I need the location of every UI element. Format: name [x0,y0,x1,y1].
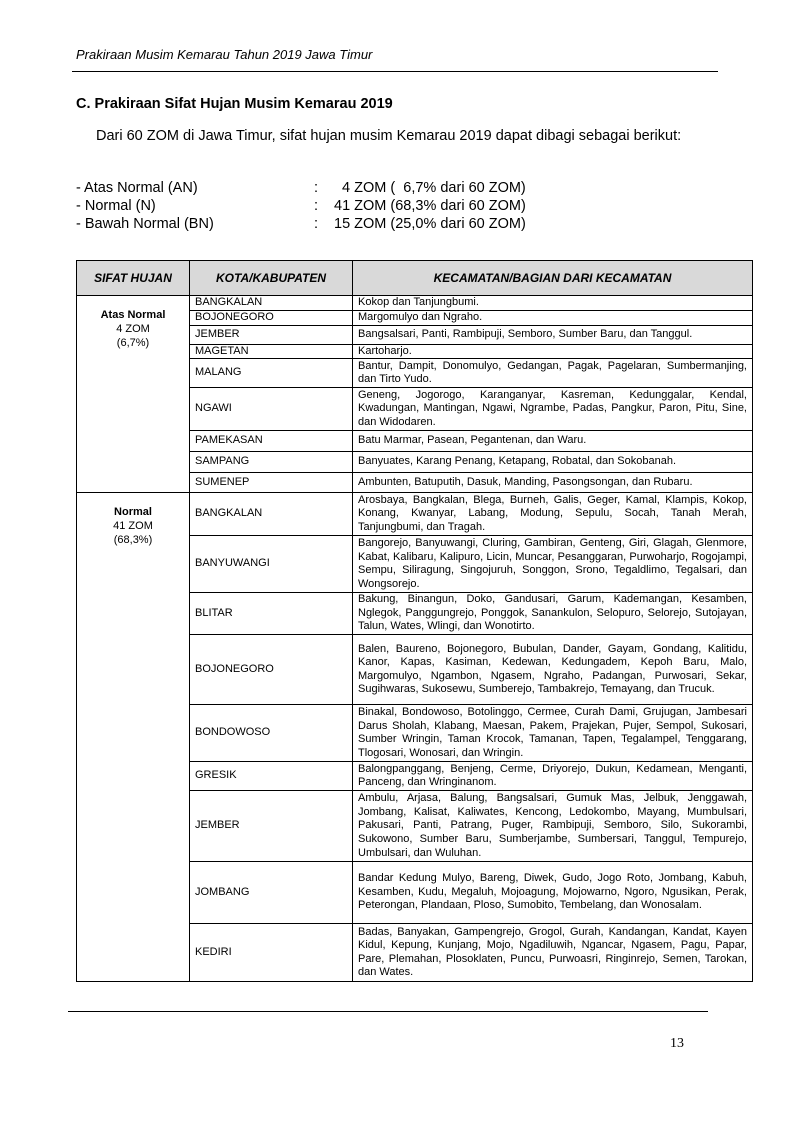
kecamatan-cell: Balen, Baureno, Bojonegoro, Bubulan, Dander, Gayam, Gondang, Kalitidu, Kanor, Kapas, Kasiman, Kedewan, Kedungadem, Kepoh Baru, Malo, Margomulyo, Ngambon, Ngasem, Ngraho, Padangan, Purwosari, Sekar, Sugihwaras, Sukosewu, Sumberejo, Tambakrejo, Temayang, dan Trucuk. [353,635,753,705]
kota-cell: GRESIK [190,762,353,791]
kecamatan-cell: Ambulu, Arjasa, Balung, Bangsalsari, Gumuk Mas, Jelbuk, Jenggawah, Jombang, Kalisat, Kaliwates, Kencong, Ledokombo, Mayang, Mumbulsari, Pakusari, Panti, Patrang, Puger, Rambipuji, Semboro, Silo, Sukorambi, Sukowono, Sumber Baru, Sumberjambe, Sumbersari, Tanggul, Tempurejo, Umbulsari, dan Wuluhan. [353,791,753,862]
kota-cell: PAMEKASAN [190,431,353,452]
kota-cell: BOJONEGORO [190,310,353,325]
summary-value: 4 ZOM ( 6,7% dari 60 ZOM) [334,180,526,196]
kecamatan-cell: Binakal, Bondowoso, Botolinggo, Cermee, Curah Dami, Grujugan, Jambesari Darus Sholah, Klabang, Maesan, Pakem, Prajekan, Pujer, Sempol, Sukosari, Sumber Wringin, Taman Krocok, Tamanan, Tapen, Tegalampel, Tenggarang, Tlogosari, Wonosari, dan Wringin. [353,705,753,762]
summary-label: - Normal (N) [76,198,156,214]
column-header-sifat-hujan: SIFAT HUJAN [77,261,190,296]
kota-cell: MAGETAN [190,344,353,359]
kota-cell: BANGKALAN [190,296,353,311]
kota-cell: BANGKALAN [190,493,353,536]
category-cell-normal [77,493,190,982]
kecamatan-cell: Banyuates, Karang Penang, Ketapang, Robatal, dan Sokobanah. [353,452,753,473]
column-header-kecamatan: KECAMATAN/BAGIAN DARI KECAMATAN [353,261,753,296]
page-number: 13 [670,1036,684,1051]
table-row [77,493,753,536]
category-cell-atas-normal [77,296,190,493]
category-percent: (68,3%) [113,534,153,547]
kota-cell: JEMBER [190,791,353,862]
sifat-hujan-table [76,260,753,982]
kecamatan-cell: Bandar Kedung Mulyo, Bareng, Diwek, Gudo, Jogo Roto, Jombang, Kabuh, Kesamben, Kudu, Megaluh, Mojoagung, Mojowarno, Ngoro, Ngusikan, Perak, Peterongan, Plandaan, Ploso, Sumobito, Tembelang, dan Wonosalam. [353,862,753,924]
running-header: Prakiraan Musim Kemarau Tahun 2019 Jawa Timur [76,47,373,62]
footer-rule [68,1011,708,1012]
summary-separator: : [314,216,319,232]
kota-cell: JOMBANG [190,862,353,924]
summary-label: - Atas Normal (AN) [76,180,198,196]
kecamatan-cell: Bakung, Binangun, Doko, Gandusari, Garum, Kademangan, Kesamben, Nglegok, Panggungrejo, Ponggok, Sanankulon, Selopuro, Selorejo, Sutojayan, Talun, Wates, Wlingi, dan Wonotirto. [353,593,753,635]
summary-value: 15 ZOM (25,0% dari 60 ZOM) [334,216,526,232]
kecamatan-cell: Bangsalsari, Panti, Rambipuji, Semboro, Sumber Baru, dan Tanggul. [353,325,753,344]
category-name: Normal [114,506,152,519]
category-percent: (6,7%) [116,337,150,349]
intro-paragraph: Dari 60 ZOM di Jawa Timur, sifat hujan musim Kemarau 2019 dapat dibagi sebagai berikut: [96,128,682,144]
summary-separator: : [314,198,319,214]
kota-cell: SUMENEP [190,473,353,493]
kecamatan-cell: Ambunten, Batuputih, Dasuk, Manding, Pasongsongan, dan Rubaru. [353,473,753,493]
kecamatan-cell: Kokop dan Tanjungbumi. [353,296,753,311]
kecamatan-cell: Badas, Banyakan, Gampengrejo, Grogol, Gurah, Kandangan, Kandat, Kayen Kidul, Kepung, Kunjang, Mojo, Ngadiluwih, Ngancar, Ngasem, Pagu, Papar, Pare, Plemahan, Plosoklaten, Puncu, Purwoasri, Ringinrejo, Semen, Tarokan, dan Wates. [353,924,753,982]
section-title: C. Prakiraan Sifat Hujan Musim Kemarau 2019 [76,96,393,112]
kota-cell: KEDIRI [190,924,353,982]
table-header-row [77,261,753,296]
kecamatan-cell: Geneng, Jogorogo, Karanganyar, Kasreman, Kedunggalar, Kendal, Kwadungan, Mantingan, Ngawi, Ngrambe, Padas, Pangkur, Paron, Pitu, Sine, dan Widodaren. [353,388,753,431]
kecamatan-cell: Kartoharjo. [353,344,753,359]
kecamatan-cell: Batu Marmar, Pasean, Pegantenan, dan Waru. [353,431,753,452]
summary-separator: : [314,180,319,196]
table-row [77,296,753,311]
kota-cell: BLITAR [190,593,353,635]
kecamatan-cell: Margomulyo dan Ngraho. [353,310,753,325]
kota-cell: MALANG [190,359,353,388]
kota-cell: NGAWI [190,388,353,431]
category-zom: 4 ZOM [116,323,150,335]
header-rule [72,71,718,72]
summary-value: 41 ZOM (68,3% dari 60 ZOM) [334,198,526,214]
kota-cell: BONDOWOSO [190,705,353,762]
summary-label: - Bawah Normal (BN) [76,216,214,232]
kota-cell: BOJONEGORO [190,635,353,705]
kota-cell: SAMPANG [190,452,353,473]
kota-cell: JEMBER [190,325,353,344]
kecamatan-cell: Arosbaya, Bangkalan, Blega, Burneh, Galis, Geger, Kamal, Klampis, Kokop, Konang, Kwanyar, Labang, Modung, Sepulu, Socah, Tanah Merah, Tanjungbumi, dan Tragah. [353,493,753,536]
category-zom: 41 ZOM [113,520,153,533]
category-name: Atas Normal [100,309,166,321]
kecamatan-cell: Bantur, Dampit, Donomulyo, Gedangan, Pagak, Pagelaran, Sumbermanjing, dan Tirto Yudo. [353,359,753,388]
kota-cell: BANYUWANGI [190,536,353,593]
column-header-kota: KOTA/KABUPATEN [190,261,353,296]
kecamatan-cell: Bangorejo, Banyuwangi, Cluring, Gambiran, Genteng, Giri, Glagah, Glenmore, Kabat, Kalibaru, Kalipuro, Licin, Muncar, Pesanggaran, Purwoharjo, Rogojampi, Sempu, Siliragung, Singojuruh, Songgon, Srono, Tegaldlimo, Tegalsari, dan Wongsorejo. [353,536,753,593]
kecamatan-cell: Balongpanggang, Benjeng, Cerme, Driyorejo, Dukun, Kedamean, Menganti, Panceng, dan Wringinanom. [353,762,753,791]
